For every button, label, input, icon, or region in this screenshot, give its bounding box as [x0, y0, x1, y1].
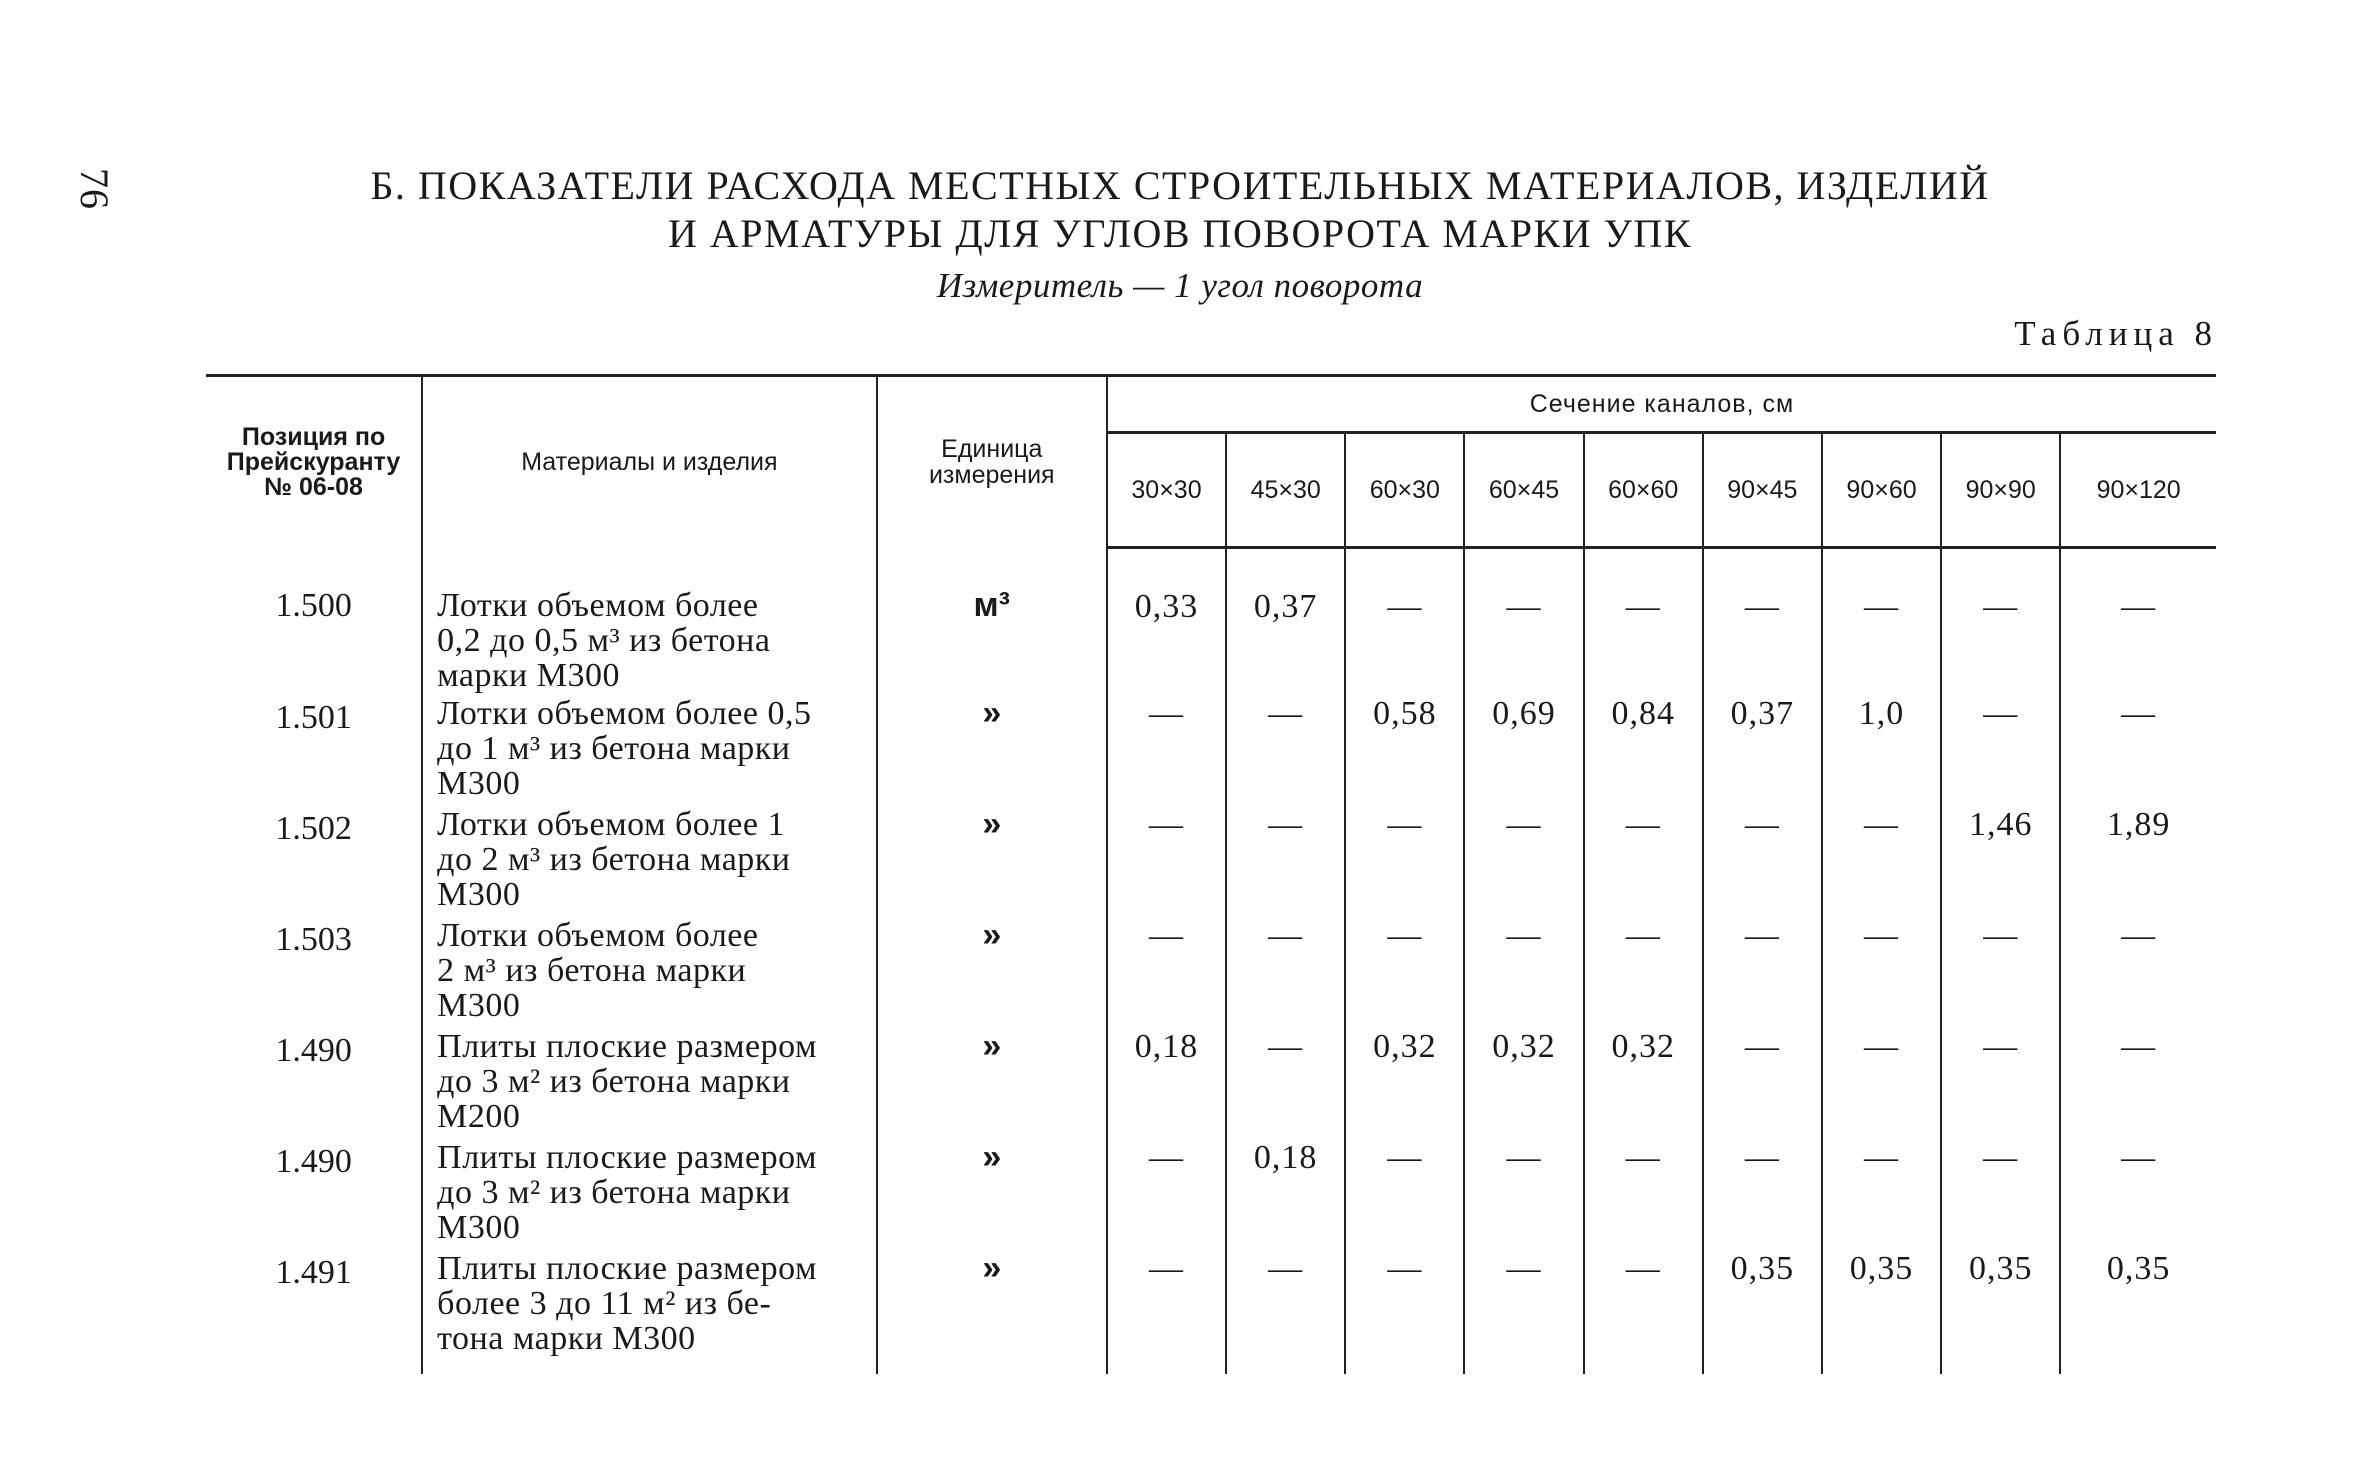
material-cell — [422, 807, 877, 918]
table-label: Таблица 8 — [2014, 314, 2218, 353]
value-cell: 0,35 — [1822, 1251, 1941, 1374]
value-cell: — — [1345, 548, 1464, 697]
value-cell: 0,84 — [1584, 696, 1703, 807]
material-line: до 1 м³ из бетона марки — [437, 730, 791, 767]
table-row — [206, 1140, 2216, 1251]
value-cell: — — [1941, 1029, 2060, 1140]
value-cell: — — [1584, 1140, 1703, 1251]
position-cell: 1.490 — [275, 1143, 352, 1180]
value-cell: — — [1703, 1140, 1822, 1251]
table-row — [206, 696, 2216, 807]
value-cell: 0,32 — [1584, 1029, 1703, 1140]
materials-table — [206, 374, 2216, 1374]
page-title — [300, 162, 2060, 258]
value-cell: — — [2060, 1029, 2216, 1140]
value-cell: — — [1703, 918, 1822, 1029]
value-cell: — — [1584, 918, 1703, 1029]
value-cell: — — [1703, 807, 1822, 918]
header-size-3: 60×30 — [1345, 433, 1464, 548]
value-cell: — — [1703, 548, 1822, 697]
material-line: более 3 до 11 м² из бе- — [437, 1285, 772, 1322]
material-line: до 2 м³ из бетона марки — [437, 841, 791, 878]
unit-cell: » — [877, 1029, 1107, 1140]
value-cell: 0,69 — [1464, 696, 1583, 807]
value-cell: — — [1584, 1251, 1703, 1374]
material-cell — [422, 918, 877, 1029]
value-cell: — — [1941, 696, 2060, 807]
value-cell: — — [1464, 918, 1583, 1029]
position-cell: 1.502 — [275, 810, 352, 847]
table-row — [206, 1029, 2216, 1140]
value-cell: 0,32 — [1464, 1029, 1583, 1140]
unit-cell: » — [877, 696, 1107, 807]
value-cell: 0,58 — [1345, 696, 1464, 807]
value-cell: 0,37 — [1226, 548, 1345, 697]
material-cell — [422, 696, 877, 807]
value-cell: 0,35 — [2060, 1251, 2216, 1374]
header-size-2: 45×30 — [1226, 433, 1345, 548]
header-unit: Единица измерения — [877, 376, 1107, 548]
header-size-5: 60×60 — [1584, 433, 1703, 548]
header-channel-section: Сечение каналов, см — [1107, 376, 2216, 433]
value-cell: — — [2060, 918, 2216, 1029]
value-cell: 0,35 — [1941, 1251, 2060, 1374]
table-row — [206, 548, 2216, 697]
value-cell: — — [1107, 807, 1226, 918]
value-cell: — — [1345, 918, 1464, 1029]
value-cell: — — [1464, 807, 1583, 918]
value-cell: 0,33 — [1107, 548, 1226, 697]
material-line: тона марки М300 — [437, 1320, 696, 1357]
value-cell: — — [1107, 1251, 1226, 1374]
material-line: М200 — [437, 1098, 521, 1135]
value-cell: — — [1226, 1251, 1345, 1374]
material-cell — [422, 1251, 877, 1374]
value-cell: — — [1226, 696, 1345, 807]
material-cell — [422, 1140, 877, 1251]
value-cell: — — [1941, 918, 2060, 1029]
value-cell: — — [1822, 548, 1941, 697]
value-cell: 0,37 — [1703, 696, 1822, 807]
value-cell: — — [1464, 1140, 1583, 1251]
material-line: М300 — [437, 987, 521, 1024]
header-position: Позиция по Прейскуранту № 06-08 — [206, 376, 422, 548]
material-line: М300 — [437, 876, 521, 913]
value-cell: — — [1941, 1140, 2060, 1251]
material-line: Лотки объемом более 1 — [437, 806, 785, 843]
header-materials: Материалы и изделия — [422, 376, 877, 548]
table-row — [206, 918, 2216, 1029]
value-cell: — — [1464, 1251, 1583, 1374]
unit-cell: » — [877, 807, 1107, 918]
position-cell: 1.500 — [275, 586, 352, 624]
value-cell: — — [1345, 807, 1464, 918]
value-cell: — — [2060, 548, 2216, 697]
material-line: 2 м³ из бетона марки — [437, 952, 747, 989]
title-line-2: И АРМАТУРЫ ДЛЯ УГЛОВ ПОВОРОТА МАРКИ УПК — [667, 211, 1692, 256]
position-cell: 1.490 — [275, 1032, 352, 1069]
value-cell: — — [1822, 1029, 1941, 1140]
position-cell: 1.503 — [275, 921, 352, 958]
material-line: М300 — [437, 1209, 521, 1246]
material-line: до 3 м² из бетона марки — [437, 1063, 791, 1100]
value-cell: — — [1226, 807, 1345, 918]
material-line: Лотки объемом более — [437, 917, 759, 954]
header-size-9: 90×120 — [2060, 433, 2216, 548]
unit-cell: » — [877, 1251, 1107, 1374]
table-row — [206, 807, 2216, 918]
value-cell: 0,18 — [1226, 1140, 1345, 1251]
position-cell: 1.501 — [275, 699, 352, 736]
material-line: Плиты плоские размером — [437, 1250, 817, 1287]
unit-cell: » — [877, 1140, 1107, 1251]
value-cell: — — [1226, 1029, 1345, 1140]
header-size-6: 90×45 — [1703, 433, 1822, 548]
value-cell: — — [1822, 807, 1941, 918]
value-cell: — — [1703, 1029, 1822, 1140]
value-cell: — — [1107, 1140, 1226, 1251]
value-cell: — — [1107, 696, 1226, 807]
value-cell: — — [1822, 918, 1941, 1029]
material-cell — [422, 1029, 877, 1140]
value-cell: — — [1345, 1140, 1464, 1251]
material-line: марки М300 — [437, 656, 620, 694]
header-size-7: 90×60 — [1822, 433, 1941, 548]
header-size-8: 90×90 — [1941, 433, 2060, 548]
value-cell: 0,18 — [1107, 1029, 1226, 1140]
value-cell: — — [1226, 918, 1345, 1029]
unit-cell: м³ — [877, 548, 1107, 697]
table-row — [206, 1251, 2216, 1374]
material-cell — [422, 548, 877, 697]
value-cell: — — [1107, 918, 1226, 1029]
value-cell: 0,32 — [1345, 1029, 1464, 1140]
position-cell: 1.491 — [275, 1254, 352, 1291]
page-number: 76 — [72, 168, 117, 210]
value-cell: — — [2060, 696, 2216, 807]
material-line: Плиты плоские размером — [437, 1139, 817, 1176]
material-line: 0,2 до 0,5 м³ из бетона — [437, 621, 771, 659]
value-cell: — — [1345, 1251, 1464, 1374]
value-cell: 1,46 — [1941, 807, 2060, 918]
value-cell: — — [1584, 807, 1703, 918]
header-size-1: 30×30 — [1107, 433, 1226, 548]
material-line: Плиты плоские размером — [437, 1028, 817, 1065]
material-line: Лотки объемом более — [437, 586, 759, 624]
measure-subtitle: Измеритель — 1 угол поворота — [936, 266, 1424, 305]
unit-cell: » — [877, 918, 1107, 1029]
value-cell: — — [1464, 548, 1583, 697]
material-line: М300 — [437, 765, 521, 802]
value-cell: — — [2060, 1140, 2216, 1251]
header-size-4: 60×45 — [1464, 433, 1583, 548]
value-cell: — — [1584, 548, 1703, 697]
value-cell: 1,0 — [1822, 696, 1941, 807]
material-line: Лотки объемом более 0,5 — [437, 695, 812, 732]
title-line-1: Б. ПОКАЗАТЕЛИ РАСХОДА МЕСТНЫХ СТРОИТЕЛЬНЫХ МАТЕРИАЛОВ, ИЗДЕЛИЙ — [370, 163, 1990, 208]
material-line: до 3 м² из бетона марки — [437, 1174, 791, 1211]
value-cell: 0,35 — [1703, 1251, 1822, 1374]
value-cell: 1,89 — [2060, 807, 2216, 918]
value-cell: — — [1822, 1140, 1941, 1251]
value-cell: — — [1941, 548, 2060, 697]
